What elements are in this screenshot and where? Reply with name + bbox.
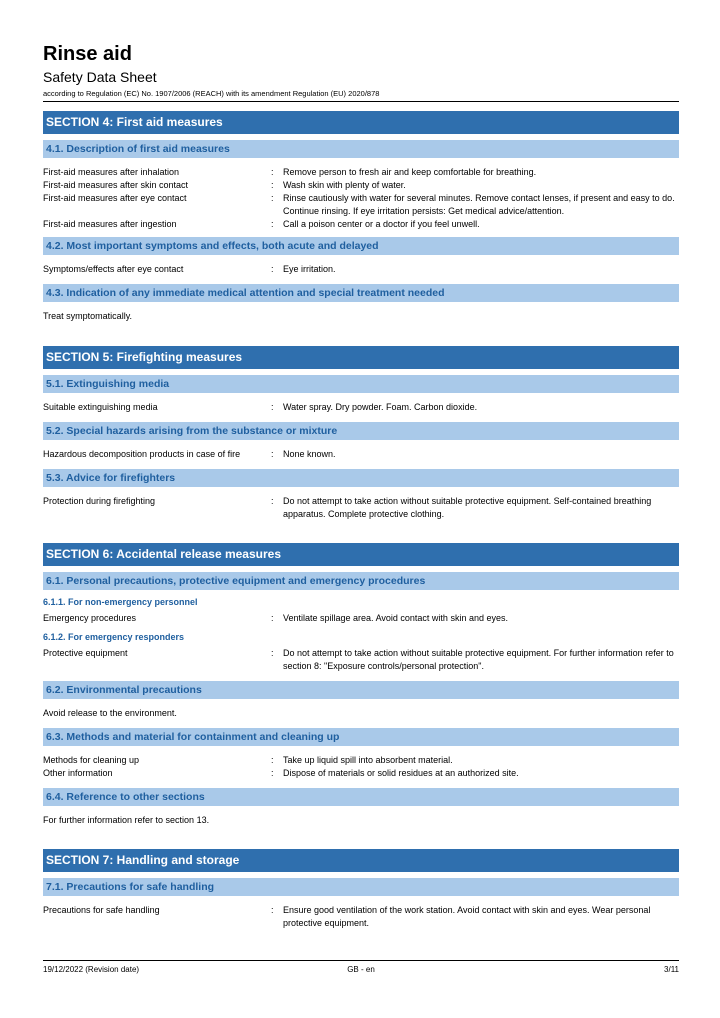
data-row <box>43 767 679 780</box>
row-value: None known. <box>283 449 336 459</box>
row-colon: : <box>271 193 274 203</box>
row-label: Symptoms/effects after eye contact <box>43 264 184 274</box>
row-value: Ventilate spillage area. Avoid contact with skin and eyes. <box>283 613 508 623</box>
row-label: First-aid measures after inhalation <box>43 167 180 177</box>
section-5-heading: SECTION 5: Firefighting measures <box>43 346 679 369</box>
subsection-6-1-2-heading: 6.1.2. For emergency responders <box>43 632 185 642</box>
subsection-4-1-heading: 4.1. Description of first aid measures <box>43 140 679 158</box>
row-value: Wash skin with plenty of water. <box>283 180 406 190</box>
language-code: GB - en <box>347 965 375 974</box>
section-4-heading: SECTION 4: First aid measures <box>43 111 679 134</box>
subsection-7-1-heading: 7.1. Precautions for safe handling <box>43 878 679 896</box>
row-value: Do not attempt to take action without suitable protective equipment. For further information refer to section 8: "Exposure controls/personal protection". <box>283 648 674 671</box>
row-label: Methods for cleaning up <box>43 755 140 765</box>
data-row <box>43 647 679 673</box>
row-value: Take up liquid spill into absorbent material. <box>283 755 453 765</box>
row-label: Protective equipment <box>43 648 128 658</box>
data-row <box>43 612 679 625</box>
data-row <box>43 401 679 414</box>
row-colon: : <box>271 167 274 177</box>
row-value: Water spray. Dry powder. Foam. Carbon dioxide. <box>283 402 478 412</box>
row-colon: : <box>271 613 274 623</box>
row-colon: : <box>271 905 274 915</box>
row-value: Do not attempt to take action without suitable protective equipment. Self-contained breathing apparatus. Complete protective clothing. <box>283 496 652 519</box>
data-row <box>43 263 679 276</box>
subsection-6-4-heading: 6.4. Reference to other sections <box>43 788 679 806</box>
footer-divider <box>43 960 679 961</box>
data-row <box>43 495 679 521</box>
page-number: 3/11 <box>664 965 679 974</box>
subsection-5-2-heading: 5.2. Special hazards arising from the substance or mixture <box>43 422 679 440</box>
section-6-heading: SECTION 6: Accidental release measures <box>43 543 679 566</box>
row-value: Rinse cautiously with water for several minutes. Remove contact lenses, if present and easy to do. Continue rinsing. If eye irritation persists: Get medical advice/attention. <box>283 193 675 216</box>
row-colon: : <box>271 755 274 765</box>
row-label: Protection during firefighting <box>43 496 156 506</box>
paragraph: Treat symptomatically. <box>43 311 133 321</box>
row-colon: : <box>271 648 274 658</box>
data-row <box>43 192 679 218</box>
subsection-5-3-heading: 5.3. Advice for firefighters <box>43 469 679 487</box>
row-label: Emergency procedures <box>43 613 137 623</box>
row-value: Call a poison center or a doctor if you feel unwell. <box>283 219 480 229</box>
row-colon: : <box>271 264 274 274</box>
document-body <box>43 111 679 930</box>
subsection-4-3-heading: 4.3. Indication of any immediate medical attention and special treatment needed <box>43 284 679 302</box>
data-row <box>43 448 679 461</box>
data-row <box>43 754 679 767</box>
section-7-heading: SECTION 7: Handling and storage <box>43 849 679 872</box>
header-divider <box>43 101 679 102</box>
subsection-6-3-heading: 6.3. Methods and material for containment and cleaning up <box>43 728 679 746</box>
data-row <box>43 904 679 930</box>
row-label: First-aid measures after skin contact <box>43 180 189 190</box>
data-row <box>43 218 679 231</box>
data-row <box>43 166 679 179</box>
row-label: Precautions for safe handling <box>43 905 160 915</box>
subsection-6-1-1-heading: 6.1.1. For non-emergency personnel <box>43 597 198 607</box>
row-value: Remove person to fresh air and keep comfortable for breathing. <box>283 167 537 177</box>
data-row <box>43 179 679 192</box>
row-value: Dispose of materials or solid residues at an authorized site. <box>283 768 519 778</box>
row-label: First-aid measures after ingestion <box>43 219 177 229</box>
row-colon: : <box>271 219 274 229</box>
document-subtitle: Safety Data Sheet <box>43 69 157 85</box>
row-colon: : <box>271 496 274 506</box>
row-value: Eye irritation. <box>283 264 336 274</box>
row-colon: : <box>271 402 274 412</box>
row-label: Hazardous decomposition products in case of fire <box>43 449 241 459</box>
row-label: Other information <box>43 768 113 778</box>
paragraph: Avoid release to the environment. <box>43 708 177 718</box>
paragraph: For further information refer to section 13. <box>43 815 210 825</box>
subsection-4-2-heading: 4.2. Most important symptoms and effects, both acute and delayed <box>43 237 679 255</box>
row-label: Suitable extinguishing media <box>43 402 158 412</box>
revision-date: 19/12/2022 (Revision date) <box>43 965 140 974</box>
subsection-6-1-heading: 6.1. Personal precautions, protective equipment and emergency procedures <box>43 572 679 590</box>
row-colon: : <box>271 180 274 190</box>
subsection-5-1-heading: 5.1. Extinguishing media <box>43 375 679 393</box>
product-title: Rinse aid <box>43 43 132 65</box>
regulation-note: according to Regulation (EC) No. 1907/2006 (REACH) with its amendment Regulation (EU) 2020/878 <box>43 89 380 98</box>
row-label: First-aid measures after eye contact <box>43 193 187 203</box>
document-header <box>43 42 679 99</box>
row-colon: : <box>271 449 274 459</box>
row-value: Ensure good ventilation of the work station. Avoid contact with skin and eyes. Wear personal protective equipment. <box>283 905 651 928</box>
row-colon: : <box>271 768 274 778</box>
subsection-6-2-heading: 6.2. Environmental precautions <box>43 681 679 699</box>
